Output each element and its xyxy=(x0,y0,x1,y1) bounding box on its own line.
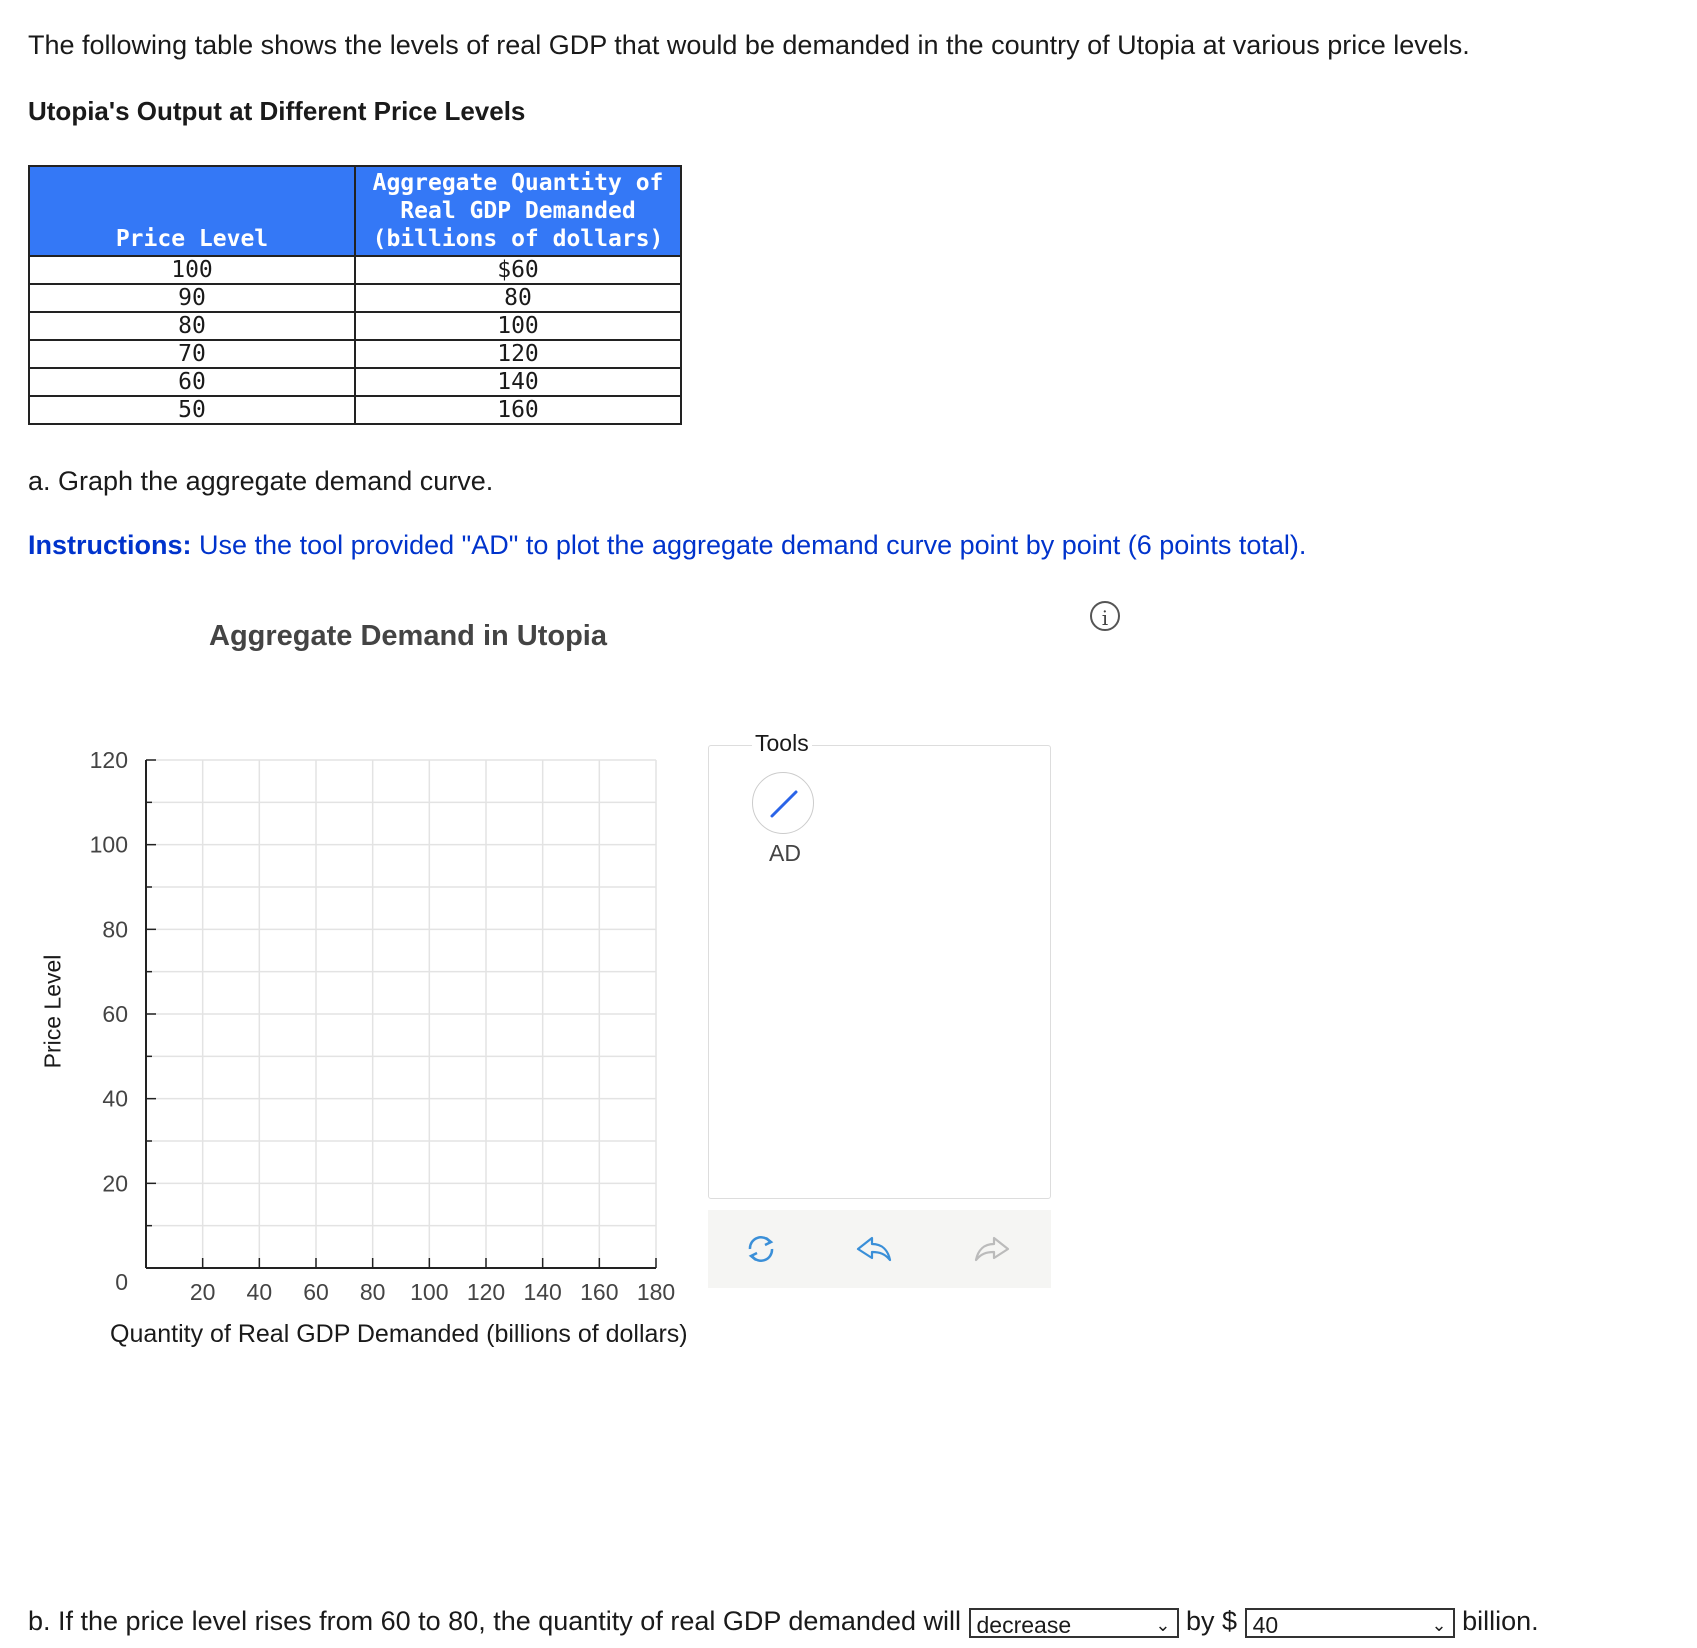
cell-quantity: 160 xyxy=(355,396,681,424)
chart-grid xyxy=(146,760,656,1268)
cell-quantity: 120 xyxy=(355,340,681,368)
x-tick-label: 140 xyxy=(523,1279,562,1305)
ad-tool-label: AD xyxy=(769,840,801,866)
table-title: Utopia's Output at Different Price Levels xyxy=(28,96,526,126)
question-b-text-before: b. If the price level rises from 60 to 80, the quantity of real GDP demanded will xyxy=(28,1606,961,1636)
y-tick-label: 20 xyxy=(102,1170,128,1197)
info-icon[interactable]: i xyxy=(1090,601,1120,631)
question-b-text-after: billion. xyxy=(1462,1606,1539,1636)
header-quantity-line-2: Real GDP Demanded xyxy=(400,198,636,224)
y-tick-label: 80 xyxy=(102,916,128,943)
change-direction-select[interactable] xyxy=(969,1608,1179,1638)
refresh-icon[interactable] xyxy=(736,1224,786,1274)
chevron-down-icon: ⌄ xyxy=(1155,1614,1171,1635)
question-b xyxy=(28,1606,1539,1638)
cell-price: 80 xyxy=(29,312,355,340)
y-tick-label: 60 xyxy=(102,1001,128,1027)
cell-quantity: 80 xyxy=(355,284,681,312)
y-tick-label: 0 xyxy=(115,1269,128,1295)
cell-price: 50 xyxy=(29,396,355,424)
question-a: a. Graph the aggregate demand curve. xyxy=(28,466,494,496)
x-tick-label: 160 xyxy=(580,1279,619,1305)
aggregate-demand-chart[interactable] xyxy=(0,0,700,1320)
action-bar xyxy=(708,1210,1051,1288)
x-tick-label: 20 xyxy=(189,1279,216,1305)
x-tick-label: 100 xyxy=(410,1279,449,1305)
cell-quantity: $60 xyxy=(355,256,681,284)
change-amount-select[interactable] xyxy=(1245,1608,1455,1638)
redo-icon[interactable] xyxy=(966,1224,1016,1274)
instructions-label: Instructions: xyxy=(28,530,192,560)
instructions-text: Use the tool provided "AD" to plot the aggregate demand curve point by point (6 points total). xyxy=(191,530,1307,560)
chart-title: Aggregate Demand in Utopia xyxy=(209,620,607,652)
cell-quantity: 140 xyxy=(355,368,681,396)
chevron-down-icon: ⌄ xyxy=(1431,1614,1447,1635)
y-tick-label: 40 xyxy=(102,1085,128,1112)
y-tick-label: 120 xyxy=(89,747,128,773)
change-direction-value: decrease xyxy=(976,1611,1072,1638)
line-tool-icon xyxy=(753,773,815,835)
x-tick-label: 120 xyxy=(466,1279,506,1305)
cell-quantity: 100 xyxy=(355,312,681,340)
tools-label: Tools xyxy=(752,730,812,757)
cell-price: 60 xyxy=(29,368,355,396)
x-tick-label: 60 xyxy=(303,1279,329,1305)
chart-ticks xyxy=(90,747,676,1305)
header-price-level: Price Level xyxy=(29,166,355,256)
ad-tool-button[interactable] xyxy=(752,772,814,834)
y-axis-label: Price Level xyxy=(39,954,66,1069)
x-axis-label: Quantity of Real GDP Demanded (billions of dollars) xyxy=(110,1320,688,1348)
header-quantity-line-3: (billions of dollars) xyxy=(372,226,664,252)
question-b-text-mid: by $ xyxy=(1186,1606,1238,1636)
intro-text: The following table shows the levels of real GDP that would be demanded in the country of Utopia at various price levels. xyxy=(28,30,1470,60)
x-tick-label: 40 xyxy=(246,1279,273,1305)
header-quantity-line-1: Aggregate Quantity of xyxy=(372,170,664,196)
cell-price: 70 xyxy=(29,340,355,368)
x-tick-label: 80 xyxy=(359,1279,386,1305)
x-tick-label: 180 xyxy=(636,1279,676,1305)
undo-icon[interactable] xyxy=(850,1224,900,1274)
y-tick-label: 100 xyxy=(89,831,128,858)
cell-price: 100 xyxy=(29,256,355,284)
change-amount-value: 40 xyxy=(1252,1611,1279,1638)
cell-price: 90 xyxy=(29,284,355,312)
